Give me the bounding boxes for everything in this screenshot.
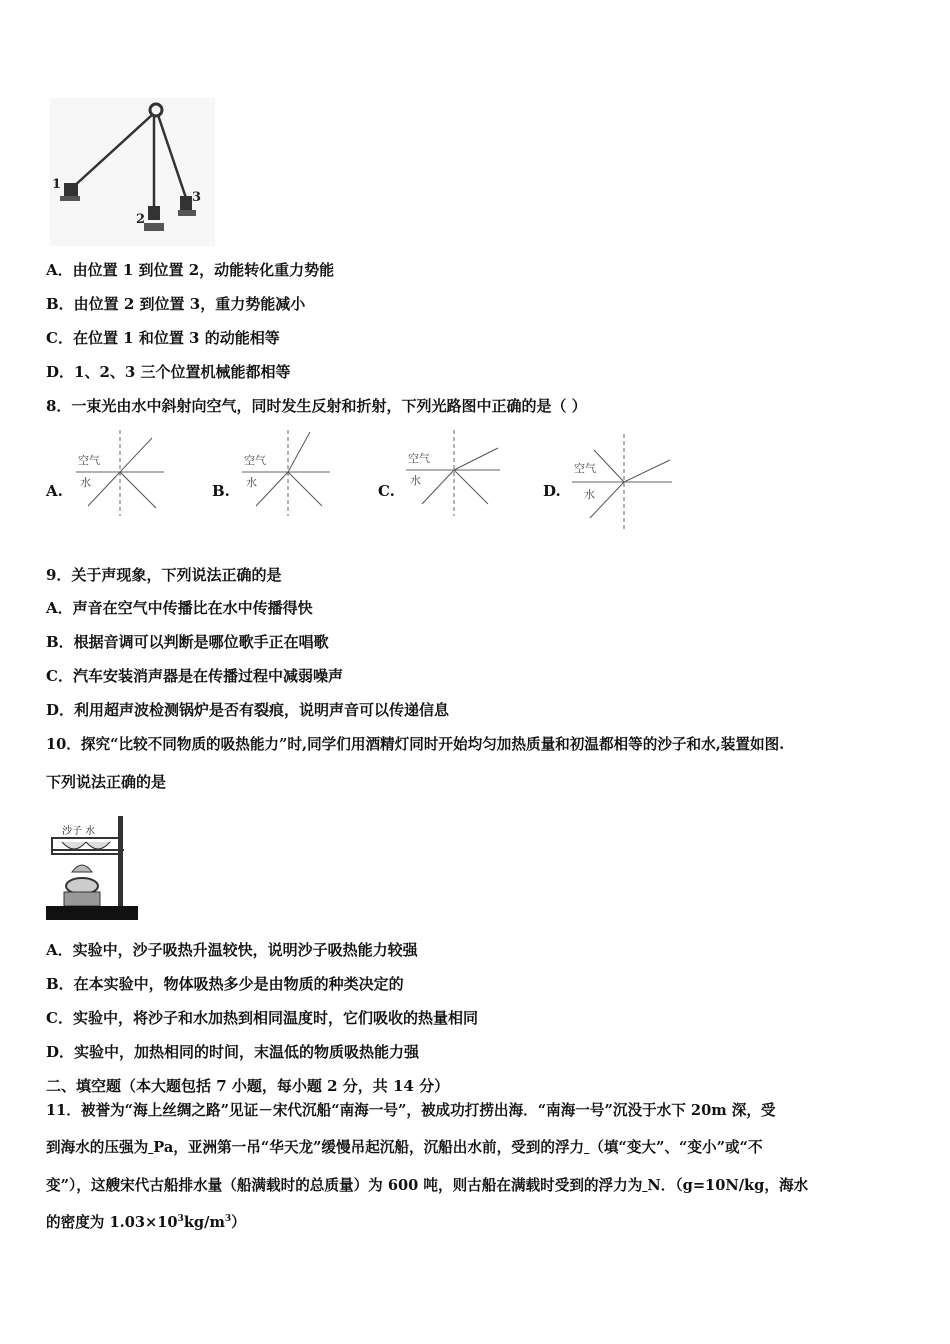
q11-line2-part3: （填“变大”、“变小”或“不 [589, 1139, 763, 1156]
position-3-label: 3 [192, 190, 202, 205]
q9-option-a: A．声音在空气中传播比在水中传播得快 [46, 599, 313, 617]
water-label-c: 水 [410, 474, 421, 487]
air-label-c: 空气 [408, 452, 430, 465]
q7-option-c: C．在位置 1 和位置 3 的动能相等 [46, 329, 280, 347]
q10-option-a: A．实验中，沙子吸热升温较快，说明沙子吸热能力较强 [46, 941, 418, 959]
q11-line2-part2: Pa，亚洲第一吊“华天龙”缓慢吊起沉船，沉船出水前，受到的浮力 [153, 1139, 585, 1156]
q10-stem-line1: 10．探究“比较不同物质的吸热能力”时,同学们用酒精灯同时开始均匀加热质量和初温都相等的沙子和水,装置如图. [46, 736, 785, 753]
q11-line3-part2: N．（g=10N/kg，海水 [647, 1177, 809, 1194]
water-label-a: 水 [80, 476, 91, 489]
q8-diagram-c [404, 428, 502, 518]
pendulum-figure [50, 98, 215, 246]
q8-option-b-letter: B. [212, 482, 230, 500]
q9-option-b: B．根据音调可以判断是哪位歌手正在唱歌 [46, 633, 329, 651]
q9-stem: 9．关于声现象，下列说法正确的是 [46, 566, 282, 584]
q11-line2 [46, 1138, 763, 1158]
q8-diagram-d [570, 432, 674, 532]
q8-diagram-b [240, 428, 332, 518]
q9-option-c: C．汽车安装消声器是在传播过程中减弱噪声 [46, 667, 343, 685]
q11-line3-part1: 变”），这艘宋代古船排水量（船满载时的总质量）为 600 吨，则古船在满载时受到的浮力为 [46, 1177, 643, 1194]
air-label-a: 空气 [78, 454, 100, 467]
q11-line4 [46, 1213, 246, 1233]
q8-option-d-letter: D. [543, 482, 561, 500]
q10-stem-line2: 下列说法正确的是 [46, 773, 167, 791]
q8-option-c-letter: C. [378, 482, 395, 500]
q11-density-part1: 的密度为 1.03×10 [46, 1214, 178, 1231]
sand-water-label: 沙子 水 [62, 826, 96, 837]
q8-option-a-letter: A. [46, 482, 63, 500]
q8-stem: 8．一束光由水中斜射向空气，同时发生反射和折射，下列光路图中正确的是（ ） [46, 397, 587, 415]
q7-option-d: D．1、2、3 三个位置机械能都相等 [46, 363, 291, 381]
section-2-heading: 二、填空题（本大题包括 7 小题，每小题 2 分，共 14 分） [46, 1077, 450, 1095]
air-label-d: 空气 [574, 462, 596, 475]
q10-option-c: C．实验中，将沙子和水加热到相同温度时，它们吸收的热量相同 [46, 1009, 478, 1027]
heating-apparatus-figure [44, 812, 144, 924]
q10-option-b: B．在本实验中，物体吸热多少是由物质的种类决定的 [46, 975, 404, 993]
q11-line3 [46, 1176, 808, 1196]
position-2-label: 2 [136, 212, 146, 227]
q11-density-part2: kg/m [183, 1214, 225, 1231]
air-label-b: 空气 [244, 454, 266, 467]
q11-density-exp2: 3 [224, 1214, 232, 1225]
q11-density-exp1: 3 [177, 1214, 184, 1225]
q11-line1: 11．被誉为“海上丝绸之路”见证－宋代沉船“南海一号”，被成功打捞出海．“南海一号”沉没于水下 20m 深，受 [46, 1102, 776, 1119]
water-label-b: 水 [246, 476, 257, 489]
q8-diagram-a [74, 428, 166, 518]
q11-density-part3: ） [231, 1214, 246, 1231]
q7-option-b: B．由位置 2 到位置 3，重力势能减小 [46, 295, 306, 313]
q9-option-d: D．利用超声波检测锅炉是否有裂痕，说明声音可以传递信息 [46, 701, 450, 719]
q7-option-a: A．由位置 1 到位置 2，动能转化重力势能 [46, 261, 335, 279]
position-1-label: 1 [52, 177, 62, 192]
water-label-d: 水 [584, 488, 595, 501]
q10-option-d: D．实验中，加热相同的时间，末温低的物质吸热能力强 [46, 1043, 420, 1061]
q11-line2-part1: 到海水的压强为 [46, 1139, 149, 1156]
